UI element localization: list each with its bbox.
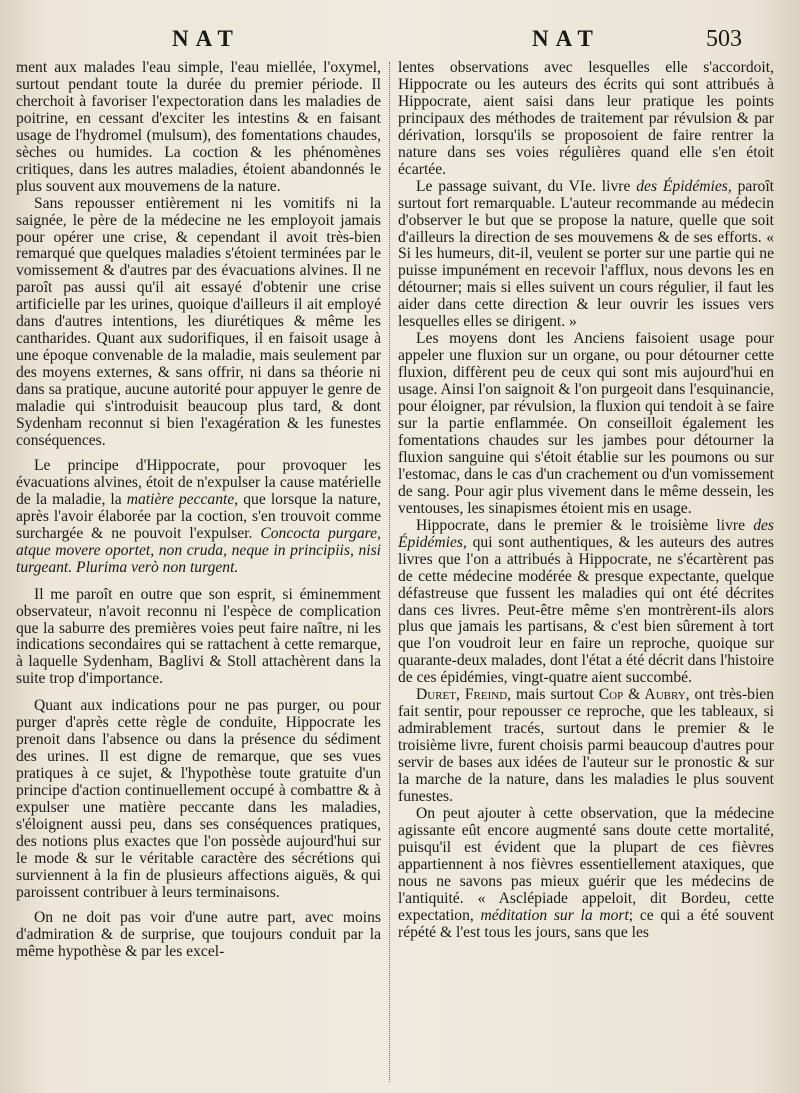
paragraph: ment aux malades l'eau simple, l'eau miellée, l'oxymel, surtout pendant toute la durée du premier période. Il cherchoit à favoriser l'expectoration dans les maladies de poitrine, en cessant d'exciter les intestins & en faisant usage de l'hydromel (mulsum), des fomentations chaudes, sèches ou humides. La coction & les phénomènes critiques, dans les autres maladies, étoient abandonnés le plus souvent aux mouvemens de la nature.: [16, 59, 381, 195]
paragraph-text: ; ce qui a été souvent répété & l'est tous les jours, sans que les: [398, 906, 774, 941]
paragraph-text: Hippocrate, dans le premier & le troisième livre: [416, 516, 754, 534]
paragraph-text: , ont très-bien fait sentir, pour repousser ce reproche, que les tableaux, si admirablement tracés, surtout dans le premier & le troisième livre, furent choisis parmi beaucoup d'autres pour servir de bases aux idées de l'auteur sur le pronostic & sur la marche de la nature, dans les maladies le plus souvent funestes.: [398, 686, 774, 805]
paragraph: [398, 687, 774, 806]
column-divider: [389, 62, 390, 1082]
page-number: 503: [706, 26, 742, 52]
author-names: Cop & Aubry: [598, 686, 686, 704]
paragraph-text: , que lorsque la nature, après l'avoir élaborée par la coction, s'en trouvoit comme surchargée & ne pouvoit l'expulser.: [16, 490, 381, 542]
paragraph: [398, 518, 774, 688]
author-names: Duret, Freind: [416, 686, 508, 704]
header-left-title: NAT: [172, 26, 240, 51]
paragraph-text: , paroît surtout fort remarquable. L'auteur recommande au médecin d'observer le but que se propose la nature, quelle que soit d'ailleurs la direction de ses mouvemens & de ses efforts. « Si les humeurs, dit-il, veulent se porter sur une partie qui ne puisse impunément en recevoir l'afflux, nous devons les en détourner; mais si elles suivent un cours régulier, il faut les aider dans cette direction & leur ouvrir les issues vers lesquelles elles se dirigent. »: [398, 177, 774, 331]
paragraph: Sans repousser entièrement ni les vomitifs ni la saignée, le père de la médecine ne les employoit jamais pour opérer une crise, & cependant il avoit très-bien remarqué que quelques maladies s'étoient terminées par le vomissement & d'autres par des évacuations alvines. Il ne paroît pas aussi qu'il ait essayé d'obtenir une crise artificielle par les urines, quoique d'ailleurs il ait employé dans d'autres intentions, les diurétiques & même les cantharides. Quant aux sudorifiques, il en faisoit usage à une époque convenable de la maladie, mais seulement par des moyens externes, & sans offrir, ni dans sa théorie ni dans sa pratique, aucune autorité pour appuyer le genre de maladie qui s'introduisit beaucoup plus tard, & dont Sydenham reconnut si bien l'exagération & les funestes conséquences.: [16, 194, 381, 449]
paragraph: Il me paroît en outre que son esprit, si éminemment observateur, n'avoit reconnu ni l'espèce de complication que la saburre des premières voies peut faire naître, ni les indications secondaires qui se rattachent à cette remarque, à laquelle Sydenham, Baglivi & Stoll attachèrent dans la suite trop d'importance.: [16, 585, 381, 688]
paragraph-text: Le passage suivant, du VIe. livre: [416, 177, 637, 195]
paragraph: [398, 179, 774, 332]
paragraph: Les moyens dont les Anciens faisoient usage pour appeler une fluxion sur un organe, ou pour détourner cette fluxion, diffèrent peu de ceux qui sont mis aujourd'hui en usage. Ainsi l'on saignoit & l'on purgeoit dans l'esquinancie, pour éloigner, par révulsion, la fluxion qui tendoit à se faire sur la partie enflammée. On conseilloit également les fomentations chaudes sur les jambes pour détourner la fluxion sanguine qui s'étoit établie sur les poumons ou sur l'estomac, dans le cas d'un crachement ou d'un vomissement de sang. Pour agir plus vivement dans le même dessein, les ventouses, les sinapismes étoient mis en usage.: [398, 330, 774, 517]
italic-text: des Épidémies: [398, 516, 774, 551]
paragraph: On ne doit pas voir d'une autre part, avec moins d'admiration & de surprise, que toujours conduit par la même hypothèse & par les excel-: [16, 908, 381, 960]
italic-text: des Épidémies: [636, 177, 728, 195]
latin-quote: Concocta purgare, atque movere oportet, non cruda, neque in principiis, nisi turgeant. Plurima verò non turgent.: [16, 524, 381, 576]
paragraph-text: On peut ajouter à cette observation, que la médecine agissante eût encore augmenté sans doute cette mortalité, puisqu'il est évident que la plupart de ces fièvres appartiennent à nos fièvres essentiellement ataxiques, que nous ne savons pas mieux guérir que les médecins de l'antiquité. « Asclépiade appeloit, dit Bordeu, cette expectation,: [398, 804, 774, 924]
paragraph: lentes observations avec lesquelles elle s'accordoit, Hippocrate ou les auteurs des écrits qui sont attribués à Hippocrate, aient saisi dans leur pratique les points principaux des méthodes de traitement par révulsion & par dérivation, lorsqu'ils se proposoient de faire rentrer la nature dans ses voies régulières quand elle s'en étoit écartée.: [398, 59, 774, 178]
paragraph: Quant aux indications pour ne pas purger, ou pour purger d'après cette règle de conduite, Hippocrate les prenoit dans l'absence ou dans la présence du sédiment des urines. Il est digne de remarque, que ses vues pratiques à ce sujet, & l'hypothèse toute gratuite d'un principe d'action continuellement occupé à combattre & à expulser une matière peccante dans les maladies, s'éloignent aussi peu, dans ses conséquences pratiques, des notions plus exactes que l'on possède aujourd'hui sur le mode & sur le véritable caractère des sécrétions qui surviennent à la fin de plusieurs affections aiguës, & qui paroissent contribuer à leurs terminaisons.: [16, 697, 381, 901]
running-header: [0, 26, 800, 56]
header-right-title: NAT: [532, 26, 600, 51]
italic-text: méditation sur la mort: [480, 906, 629, 924]
right-column: [398, 60, 774, 942]
paragraph-text: , mais surtout: [507, 686, 599, 704]
paragraph-text: , qui sont authentiques, & les auteurs des autres livres que l'on a attribués à Hippocrate, ne s'écartèrent pas de cette médecine modérée & presque expectante, quelque défastreuse que fussent les maladies qui ont été décrites dans ces livres. Peut-être même s'en montrèrent-ils alors plus que jamais les partisans, & c'est bien sûrement à tort que l'on voudroit leur en faire un reproche, quoique sur quarante-deux malades, dont l'état a été décrit dans l'histoire de ces épidémies, vingt-quatre aient succombé.: [398, 533, 774, 687]
paragraph-text: Le principe d'Hippocrate, pour provoquer les évacuations alvines, étoit de n'expulser la cause matérielle de la maladie, la: [16, 456, 381, 508]
paragraph: [16, 458, 381, 577]
paragraph: [398, 806, 774, 942]
left-column: [16, 60, 381, 961]
italic-text: matière peccante: [126, 490, 235, 508]
